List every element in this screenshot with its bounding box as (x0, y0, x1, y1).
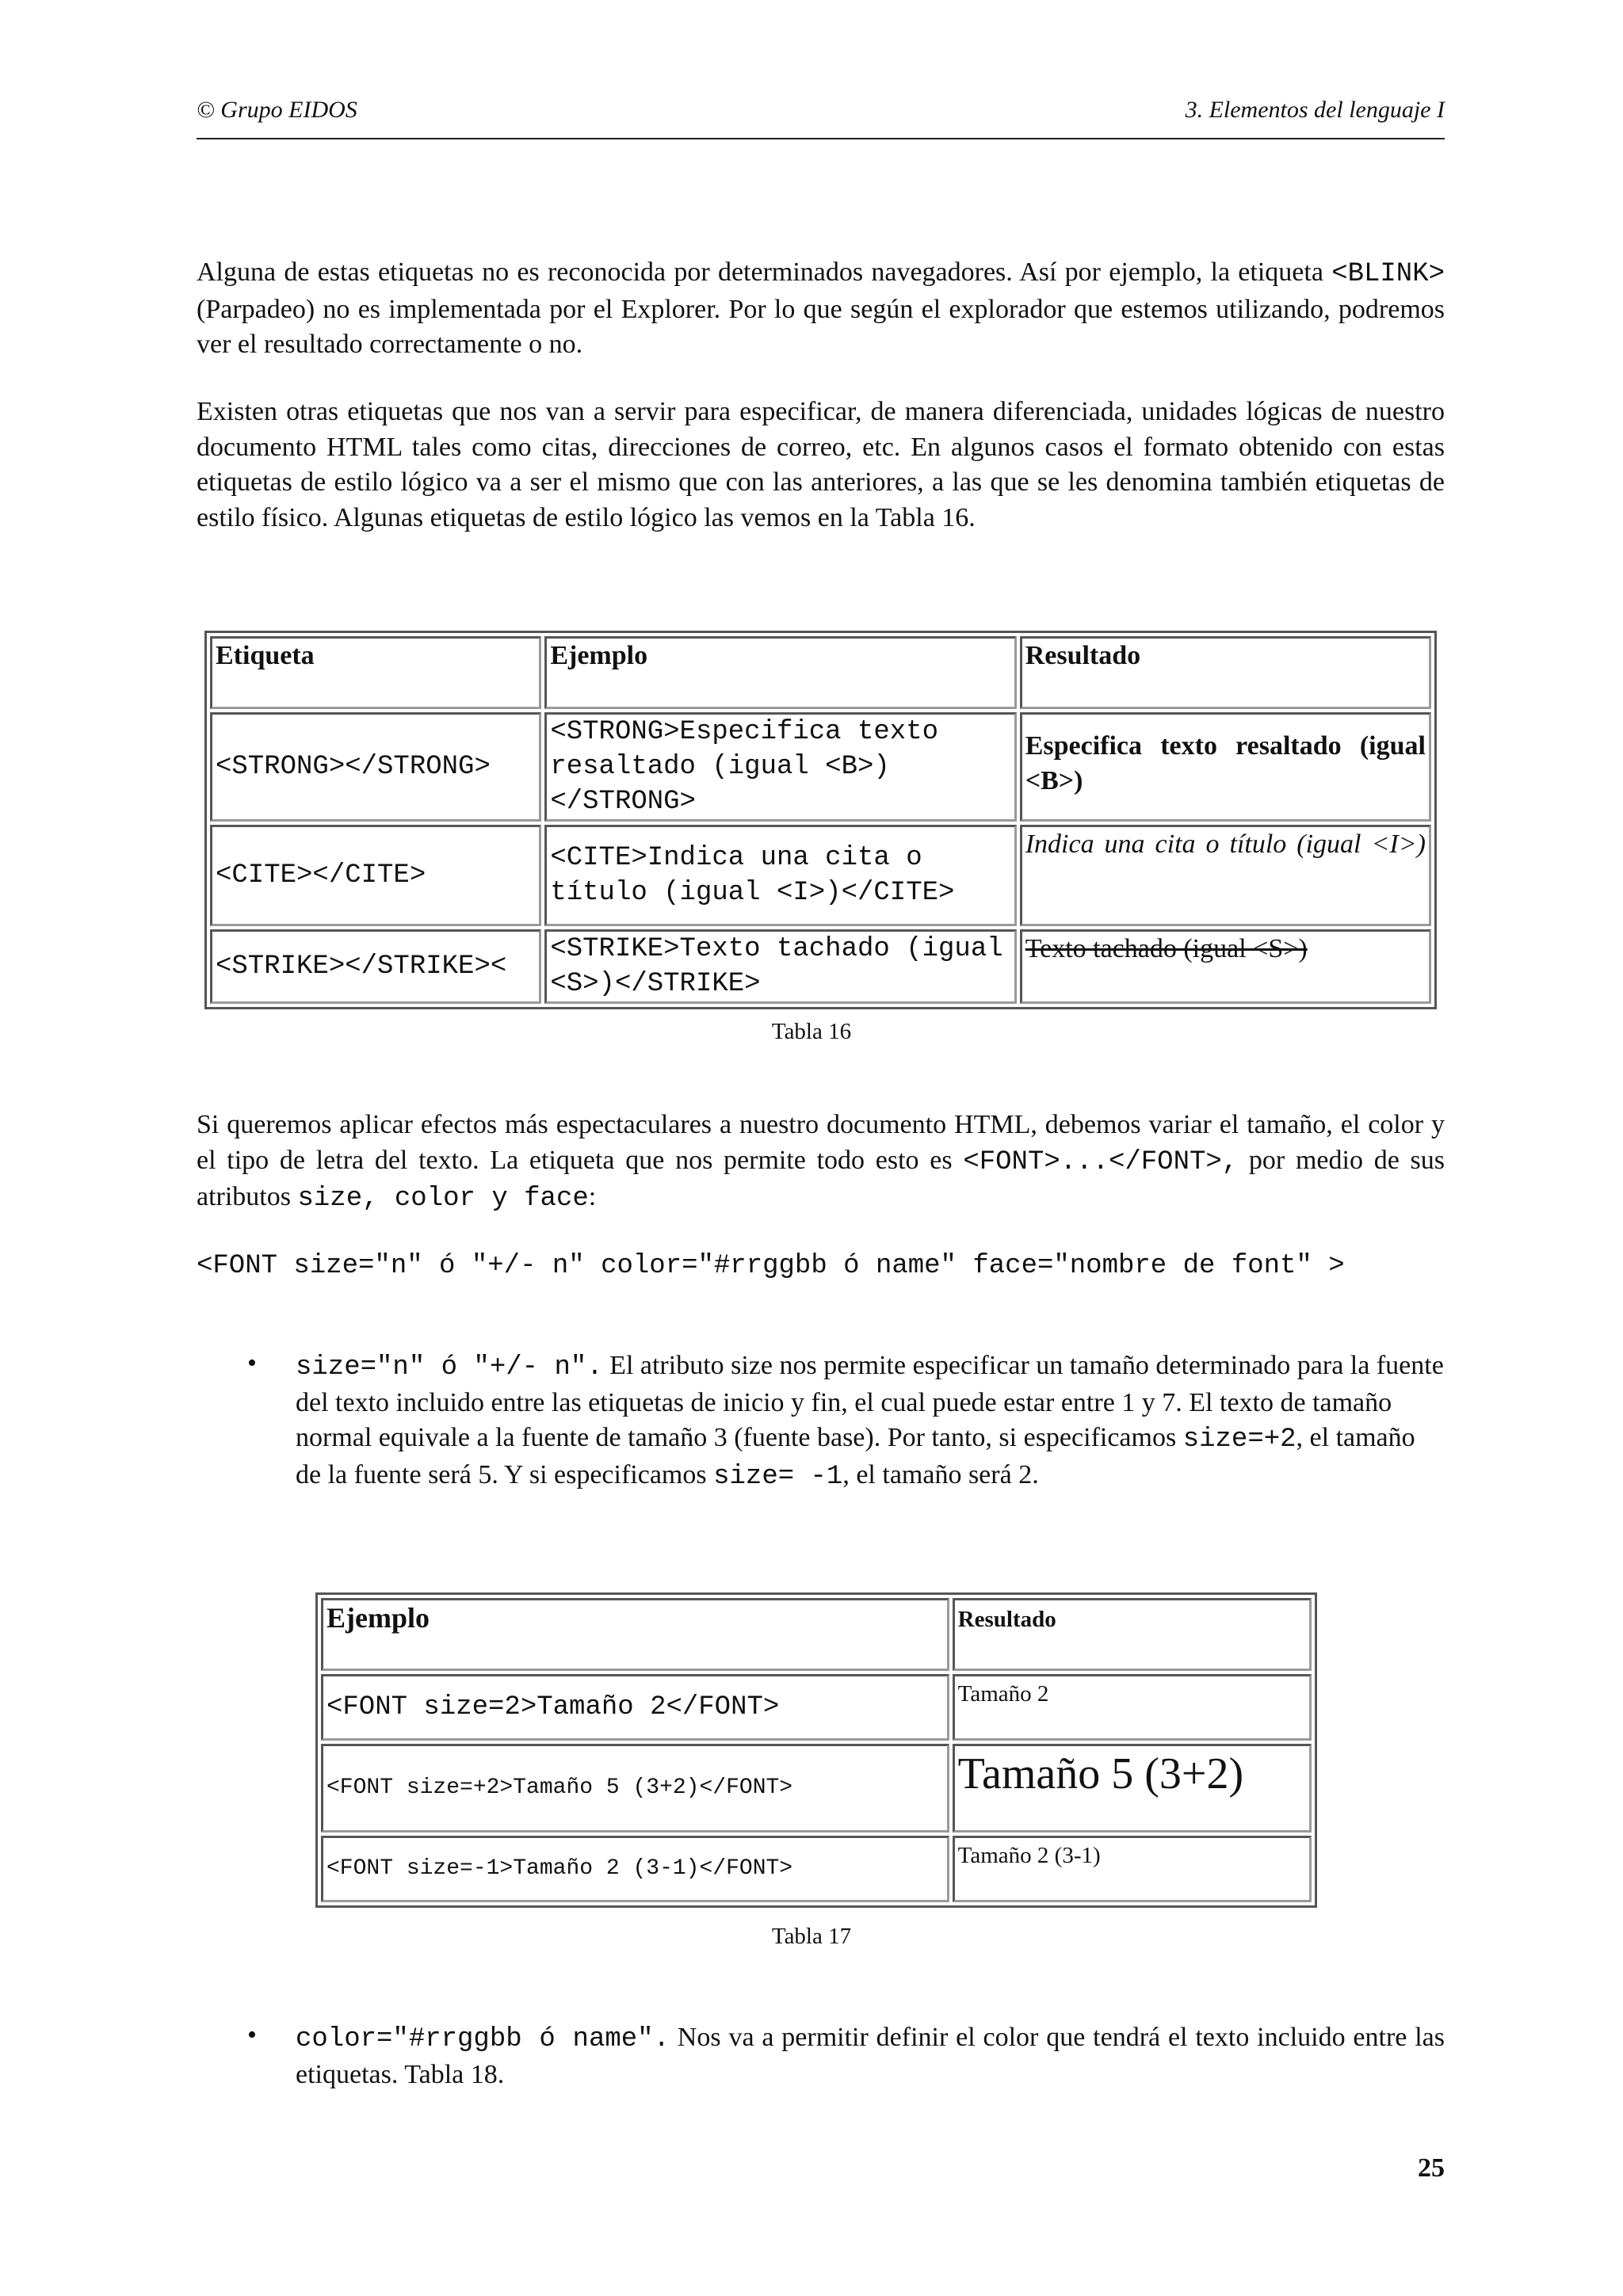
table-row (321, 1674, 1312, 1741)
table-16-result-cite: Indica una cita o título (igual <I>) (1020, 825, 1431, 926)
blink-tag: <BLINK> (1331, 259, 1445, 289)
table-17-result-size5: Tamaño 5 (3+2) (953, 1744, 1312, 1833)
header-left: © Grupo EIDOS (197, 97, 357, 123)
bullet-size-text-c: , el tamaño será 2. (842, 1459, 1039, 1489)
bullet-icon: • (247, 2020, 257, 2050)
paragraph-1-text-b: (Parpadeo) no es implementada por el Explorer. Por lo que según el explorador que estemos utilizando, podremos ver el resultado correctamente o no. (197, 294, 1445, 359)
page-number: 25 (1418, 2153, 1445, 2183)
size-plus-2: size=+2 (1182, 1425, 1296, 1455)
table-17-result-size2b: Tamaño 2 (3-1) (953, 1836, 1312, 1902)
font-tag-inline: <FONT>...</FONT>, (963, 1146, 1239, 1177)
table-16-tag-strong: <STRONG></STRONG> (210, 712, 541, 822)
table-17-example-size5: <FONT size=+2>Tamaño 5 (3+2)</FONT> (321, 1744, 949, 1833)
bullet-icon: • (247, 1348, 257, 1378)
table-17-header-row (321, 1598, 1312, 1671)
table-16-tag-strike: <STRIKE></STRIKE>< (210, 929, 541, 1004)
table-17-header-resultado: Resultado (953, 1598, 1312, 1671)
paragraph-3-text-c: : (588, 1182, 597, 1211)
bullet-size-text-a: El atributo size nos permite especificar un tamaño determinado para la fuente del texto incluido entre las etiquetas de inicio y fin, el cual puede estar entre 1 y 7. El texto de tamaño normal equivale a la fuente de tamaño 3 (fuente base). Por tanto, si especificamos (296, 1351, 1444, 1452)
header-right: 3. Elementos del lenguaje I (1185, 97, 1445, 123)
bullet-size-text-b: , el tamaño de la fuente será 5. Y si especificamos (296, 1423, 1415, 1489)
size-minus-1: size= -1 (713, 1461, 843, 1492)
table-16-header-resultado: Resultado (1020, 636, 1431, 709)
table-row (321, 1836, 1312, 1902)
paragraph-3-text-a: Si queremos aplicar efectos más espectaculares a nuestro documento HTML, debemos variar el tamaño, el color y el tipo de letra del texto. La etiqueta que nos permite todo esto es (197, 1110, 1445, 1175)
table-16-result-strike: Texto tachado (igual <S>) (1020, 929, 1431, 1004)
bullet-color-text: Nos va a permitir definir el color que tendrá el texto incluido entre las etiquetas. Tabla 18. (296, 2023, 1445, 2089)
table-17-caption: Tabla 17 (771, 1924, 852, 1949)
table-row (321, 1744, 1312, 1833)
table-16-example-cite: <CITE>Indica una cita o título (igual <I>)</CITE> (544, 825, 1016, 926)
paragraph-1 (197, 255, 1445, 363)
table-16-example-strong: <STRONG>Especifica texto resaltado (igual <B>)</STRONG> (544, 712, 1016, 822)
table-17-example-size2: <FONT size=2>Tamaño 2</FONT> (321, 1674, 949, 1741)
table-16 (204, 631, 1437, 1009)
paragraph-1-text-a: Alguna de estas etiquetas no es reconocida por determinados navegadores. Así por ejemplo, la etiqueta (197, 257, 1323, 287)
table-16-header-row (210, 636, 1431, 709)
size-attribute: size="n" ó "+/- n". (296, 1352, 603, 1383)
table-16-example-strike: <STRIKE>Texto tachado (igual <S>)</STRIKE> (544, 929, 1016, 1004)
paragraph-3 (197, 1108, 1445, 1217)
table-row (210, 929, 1431, 1004)
table-row (210, 825, 1431, 926)
bullet-size (296, 1348, 1445, 1494)
table-16-result-strong: Especifica texto resaltado (igual <B>) (1020, 712, 1431, 822)
color-attribute: color="#rrggbb ó name". (296, 2024, 670, 2054)
font-syntax: <FONT size="n" ó "+/- n" color="#rrggbb ó name" face="nombre de font" > (197, 1251, 1345, 1281)
paragraph-3-text-b: por medio de sus atributos (197, 1145, 1445, 1211)
table-16-header-etiqueta: Etiqueta (210, 636, 541, 709)
paragraph-2: Existen otras etiquetas que nos van a servir para especificar, de manera diferenciada, unidades lógicas de nuestro documento HTML tales como citas, direcciones de correo, etc. En algunos casos el formato obtenido con estas etiquetas de estilo lógico va a ser el mismo que con las anteriores, a las que se les denomina también etiquetas de estilo físico. Algunas etiquetas de estilo lógico las vemos en la Tabla 16. (197, 397, 1445, 532)
attribute-list: size, color y face (297, 1184, 589, 1214)
table-17-example-size2b: <FONT size=-1>Tamaño 2 (3-1)</FONT> (321, 1836, 949, 1902)
table-16-caption: Tabla 16 (771, 1019, 852, 1044)
table-16-tag-cite: <CITE></CITE> (210, 825, 541, 926)
table-16-header-ejemplo: Ejemplo (544, 636, 1016, 709)
bullet-color (296, 2020, 1445, 2092)
table-row (210, 712, 1431, 822)
table-17 (315, 1592, 1317, 1908)
table-17-result-size2: Tamaño 2 (953, 1674, 1312, 1741)
table-17-header-ejemplo: Ejemplo (321, 1598, 949, 1671)
header-rule (197, 138, 1445, 139)
